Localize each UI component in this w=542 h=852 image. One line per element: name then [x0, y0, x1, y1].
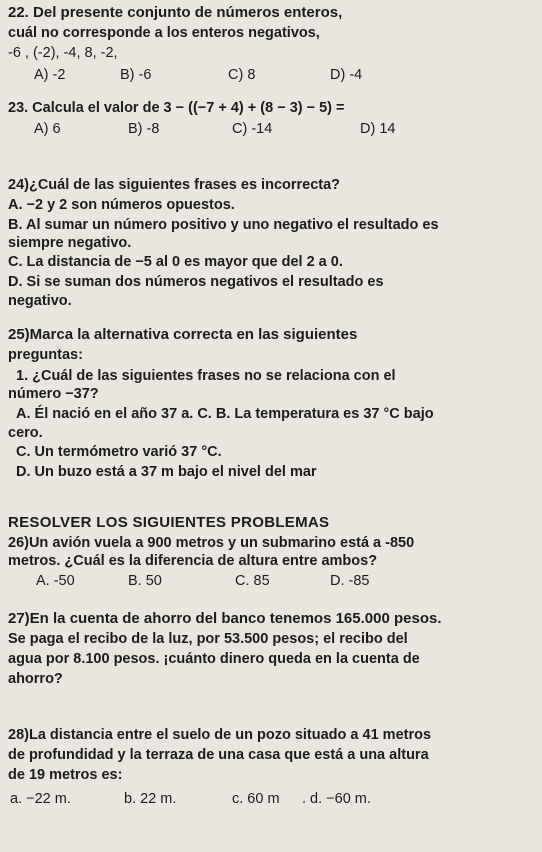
q24-option-a[interactable]: A. −2 y 2 son números opuestos.: [8, 197, 235, 213]
q23-option-a[interactable]: A) 6: [34, 121, 61, 137]
q28-option-c[interactable]: c. 60 m: [232, 791, 280, 807]
q26-option-b[interactable]: B. 50: [128, 573, 162, 589]
q23-option-b[interactable]: B) -8: [128, 121, 160, 137]
q24-option-b-line1[interactable]: B. Al sumar un número positivo y uno negativo el resultado es: [8, 217, 439, 233]
q27-line3: agua por 8.100 pesos. ¡cuánto dinero queda en la cuenta de: [8, 651, 420, 667]
q24-option-c[interactable]: C. La distancia de −5 al 0 es mayor que del 2 a 0.: [8, 254, 343, 270]
q27-line1: 27)En la cuenta de ahorro del banco tenemos 165.000 pesos.: [8, 610, 442, 627]
q27-line2: Se paga el recibo de la luz, por 53.500 pesos; el recibo del: [8, 631, 408, 647]
q28-option-b[interactable]: b. 22 m.: [124, 791, 177, 807]
q27-line4: ahorro?: [8, 671, 63, 687]
q26-option-c[interactable]: C. 85: [235, 573, 270, 589]
q25-title-line1: 25)Marca la alternativa correcta en las siguientes: [8, 326, 358, 343]
q26-option-a[interactable]: A. -50: [36, 573, 75, 589]
q25-option-c[interactable]: C. Un termómetro varió 37 °C.: [16, 444, 222, 460]
q22-set: -6 , (-2), -4, 8, -2,: [8, 45, 118, 61]
q22-line2: cuál no corresponde a los enteros negativos,: [8, 25, 320, 41]
q26-line2: metros. ¿Cuál es la diferencia de altura entre ambos?: [8, 553, 378, 569]
q24-option-d-line2: negativo.: [8, 293, 72, 309]
q22-option-a[interactable]: A) -2: [34, 67, 66, 83]
q25-sub-question-line2: número −37?: [8, 386, 99, 402]
q23-option-c[interactable]: C) -14: [232, 121, 273, 137]
q25-option-d[interactable]: D. Un buzo está a 37 m bajo el nivel del mar: [16, 464, 317, 480]
q23-option-d[interactable]: D) 14: [360, 121, 396, 137]
q28-line2: de profundidad y la terraza de una casa que está a una altura: [8, 747, 429, 763]
q23-title: 23. Calcula el valor de 3 − ((−7 + 4) + (8 − 3) − 5) =: [8, 100, 345, 116]
q24-title: 24)¿Cuál de las siguientes frases es incorrecta?: [8, 177, 341, 193]
q26-line1: 26)Un avión vuela a 900 metros y un submarino está a -850: [8, 535, 415, 551]
q22-option-b[interactable]: B) -6: [120, 67, 152, 83]
q25-title-line2: preguntas:: [8, 347, 83, 363]
q25-sub-question-line1: 1. ¿Cuál de las siguientes frases no se relaciona con el: [16, 368, 396, 384]
q25-option-a-b-line1[interactable]: A. Él nació en el año 37 a. C. B. La temperatura es 37 °C bajo: [16, 406, 434, 422]
q25-option-a-b-line2: cero.: [8, 425, 43, 441]
q22-option-c[interactable]: C) 8: [228, 67, 256, 83]
q26-option-d[interactable]: D. -85: [330, 573, 370, 589]
q28-option-d[interactable]: . d. −60 m.: [302, 791, 371, 807]
section-heading: RESOLVER LOS SIGUIENTES PROBLEMAS: [8, 514, 330, 531]
q22-option-d[interactable]: D) -4: [330, 67, 363, 83]
q24-option-d-line1[interactable]: D. Si se suman dos números negativos el resultado es: [8, 274, 384, 290]
q22-title: 22. Del presente conjunto de números enteros,: [8, 4, 343, 21]
q28-line3: de 19 metros es:: [8, 767, 123, 783]
q28-option-a[interactable]: a. −22 m.: [10, 791, 71, 807]
q28-line1: 28)La distancia entre el suelo de un pozo situado a 41 metros: [8, 727, 432, 743]
q24-option-b-line2: siempre negativo.: [8, 235, 132, 251]
